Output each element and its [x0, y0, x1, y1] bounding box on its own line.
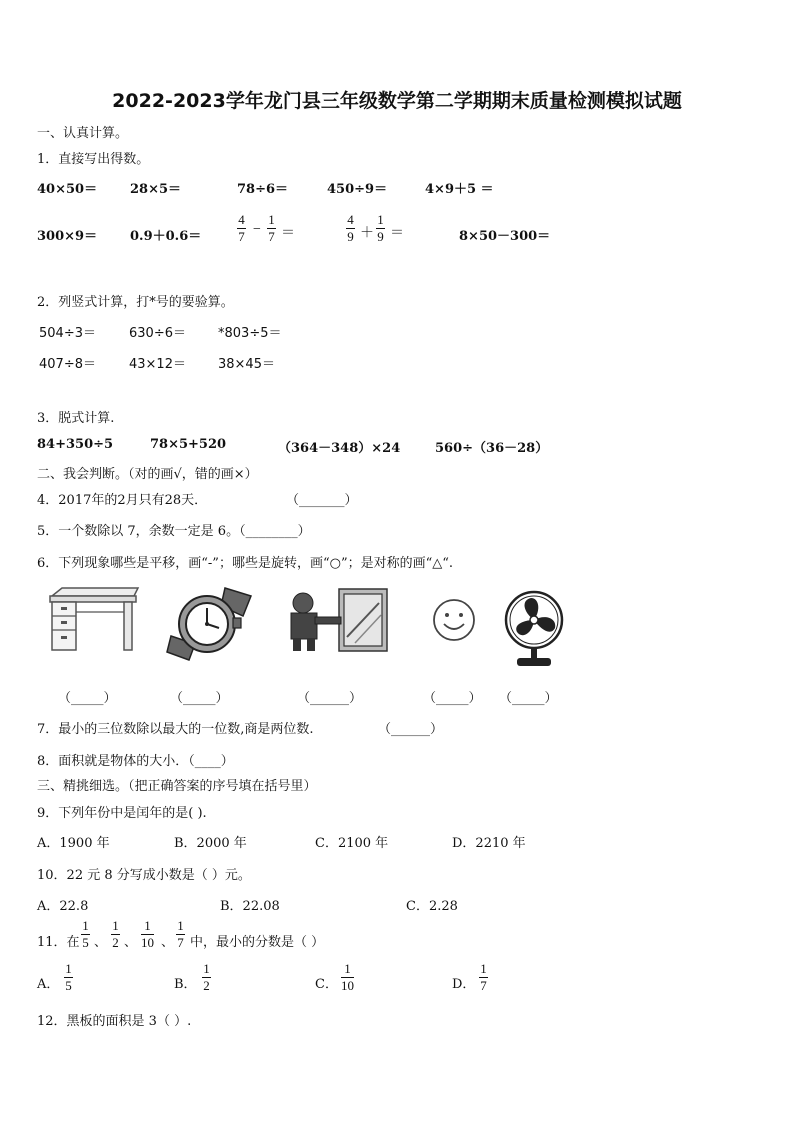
q1-fraction-1-9: 1 9 [377, 212, 384, 244]
q1-item-6: 300×9＝ [37, 229, 98, 244]
q1-item-10: 8×50－300＝ [459, 229, 551, 244]
question-1-label: 1．直接写出得数。 [37, 152, 150, 167]
q11-separator-3: 、 [161, 935, 175, 950]
q6-blank-4[interactable]: （_____） [423, 691, 482, 706]
question-5: 5．一个数除以 7，余数一定是 6。（________） [37, 524, 311, 539]
fan-icon [503, 590, 565, 668]
question-3-label: 3．脱式计算. [37, 411, 115, 426]
q11-option-d-label[interactable]: D． [452, 977, 476, 992]
question-4: 4．2017年的2月只有28天． [37, 493, 208, 508]
section-2-heading: 二、我会判断。（对的画√，错的画×） [37, 467, 258, 482]
q1-item-3: 78÷6＝ [237, 182, 289, 197]
question-8: 8．面积就是物体的大小．（____） [37, 754, 234, 769]
q1-item-4: 450÷9＝ [327, 182, 388, 197]
question-12: 12．黑板的面积是 3（ ）. [37, 1014, 192, 1029]
q1-fraction-4-7: 4 7 [238, 212, 245, 244]
q6-blank-3[interactable]: （______） [297, 691, 363, 706]
smiley-icon [432, 598, 476, 642]
question-11-suffix: 中，最小的分数是（ ） [190, 935, 325, 950]
q11-option-b-label[interactable]: B． [174, 977, 197, 992]
desk-icon [48, 588, 140, 652]
q10-option-a[interactable]: A．22.8 [37, 899, 89, 914]
q11-option-b-fraction[interactable]: 1 2 [203, 961, 210, 993]
q11-option-a-label[interactable]: A． [37, 977, 60, 992]
q9-option-b[interactable]: B．2000 年 [174, 836, 247, 851]
page-title: 2022-2023学年龙门县三年级数学第二学期期末质量检测模拟试题 [112, 90, 682, 112]
question-7: 7．最小的三位数除以最大的一位数,商是两位数. [37, 722, 314, 737]
q2-item-5: 43×12＝ [129, 357, 186, 372]
q2-item-6: 38×45＝ [218, 357, 275, 372]
q11-separator-1: 、 [94, 935, 108, 950]
q3-item-4: 560÷（36－28） [435, 441, 549, 456]
q11-fraction-1-2: 1 2 [112, 918, 119, 950]
watch-icon [165, 586, 257, 662]
q1-item-5: 4×9＋5 ＝ [425, 182, 494, 197]
q11-option-c-fraction[interactable]: 1 10 [341, 961, 354, 993]
q9-option-a[interactable]: A．1900 年 [37, 836, 110, 851]
question-6: 6．下列现象哪些是平移，画“-”；哪些是旋转，画“○”；是对称的画“△“. [37, 556, 454, 571]
q11-fraction-1-7: 1 7 [177, 918, 184, 950]
q3-item-1: 84+350÷5 [37, 437, 114, 452]
q11-fraction-1-5: 1 5 [82, 918, 89, 950]
q11-option-d-fraction[interactable]: 1 7 [480, 961, 487, 993]
q6-blank-1[interactable]: （_____） [58, 691, 117, 706]
q1-item-2: 28×5＝ [130, 182, 182, 197]
q11-option-c-label[interactable]: C． [315, 977, 338, 992]
section-3-heading: 三、精挑细选。（把正确答案的序号填在括号里） [37, 779, 317, 794]
section-1-heading: 一、认真计算。 [37, 126, 129, 141]
question-10: 10．22 元 8 分写成小数是（ ）元。 [37, 868, 251, 883]
q10-option-c[interactable]: C．2.28 [406, 899, 458, 914]
q10-option-b[interactable]: B．22.08 [220, 899, 280, 914]
q1-equals-1: ＝ [281, 226, 295, 241]
q3-item-3: （364－348）×24 [278, 441, 401, 456]
q1-fraction-1-7: 1 7 [268, 212, 275, 244]
question-11-prefix: 11．在 [37, 935, 80, 950]
q2-item-3: *803÷5＝ [218, 326, 282, 341]
window-person-icon [281, 589, 389, 651]
q2-item-1: 504÷3＝ [39, 326, 96, 341]
q9-option-c[interactable]: C．2100 年 [315, 836, 389, 851]
question-7-answer-blank[interactable]: （______） [378, 722, 444, 737]
q1-item-7: 0.9＋0.6＝ [130, 229, 202, 244]
q1-item-1: 40×50＝ [37, 182, 98, 197]
q2-item-2: 630÷6＝ [129, 326, 186, 341]
q11-separator-2: 、 [124, 935, 138, 950]
question-4-answer-blank[interactable]: （_______） [286, 493, 358, 508]
question-2-label: 2．列竖式计算，打*号的要验算。 [37, 295, 234, 310]
q1-fraction-4-9: 4 9 [347, 212, 354, 244]
q6-blank-2[interactable]: （_____） [170, 691, 229, 706]
q11-option-a-fraction[interactable]: 1 5 [65, 961, 72, 993]
q1-equals-2: ＝ [390, 226, 404, 241]
question-9: 9．下列年份中是闰年的是( ). [37, 806, 207, 821]
q11-fraction-1-10: 1 10 [141, 918, 154, 950]
q9-option-d[interactable]: D．2210 年 [452, 836, 526, 851]
q6-blank-5[interactable]: （_____） [499, 691, 558, 706]
q2-item-4: 407÷8＝ [39, 357, 96, 372]
q1-plus-sign: ＋ [360, 226, 374, 241]
q3-item-2: 78×5+520 [150, 437, 227, 452]
q1-minus-sign: − [253, 222, 261, 237]
